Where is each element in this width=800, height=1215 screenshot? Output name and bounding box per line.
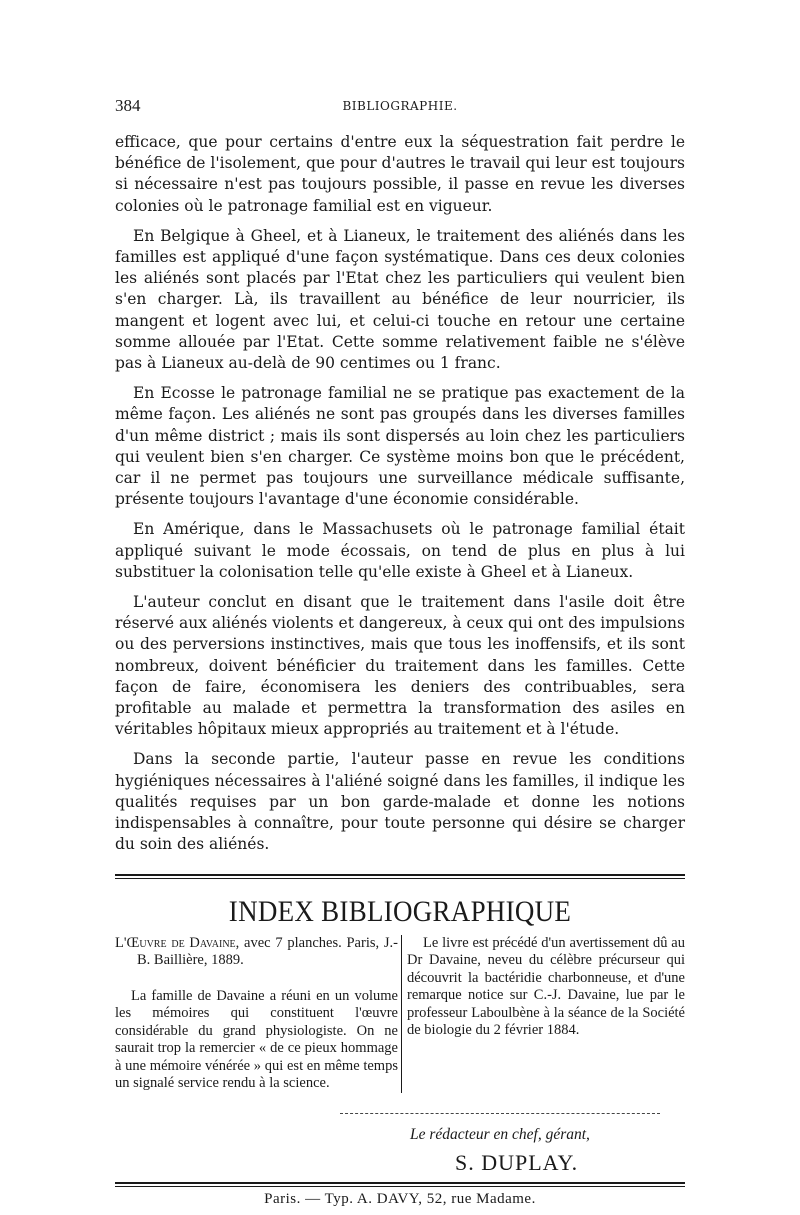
paragraph: L'auteur conclut en disant que le traitement dans l'asile doit être réservé aux aliénés violents et dangereux, à ceux qui ont des impulsions ou des perversions instinctives, mais que tous les inoffensifs, et ils sont nombreux, doivent bénéficier du traitement dans les familles. Cette façon de faire, économisera les deniers des contribuables, sera profitable au malade et permettra la transformation des asiles en véritables hôpitaux mieux appropriés au traitement et à l'étude.: [115, 593, 685, 739]
running-title: BIBLIOGRAPHIE.: [342, 99, 458, 113]
index-title: INDEX BIBLIOGRAPHIQUE: [228, 894, 572, 928]
running-head: [115, 96, 685, 132]
editor-role: Le rédacteur en chef, gérant,: [410, 1125, 590, 1143]
page-number: 384: [115, 96, 141, 115]
paragraph: Dans la seconde partie, l'auteur passe en revue les conditions hygiéniques nécessaires à l'aliéné soigné dans les familles, il indique les qualités requises par un bon garde-malade et donne les notions indispensables à connaître, pour toute personne qui désire se charger du soin des aliénés.: [115, 750, 685, 854]
footer-divider: [115, 1182, 685, 1187]
index-review-text: La famille de Davaine a réuni en un volume les mémoires qui constituent l'œuvre considérable du grand physiologiste. On ne saurait trop la remercier « de ce pieux hommage à une mémoire vénérée » qui est en même temps un signalé service rendu à la science.: [115, 987, 398, 1091]
index-reference: [115, 935, 398, 970]
document-page: [115, 96, 685, 1208]
printer-imprint: Paris. — Typ. A. DAVY, 52, rue Madame.: [264, 1190, 536, 1207]
section-divider: [115, 874, 685, 879]
editor-name: S. DUPLAY.: [455, 1149, 579, 1175]
body-text: [115, 132, 685, 856]
index-column-left: [115, 935, 402, 1093]
index-column-right: [402, 935, 685, 1093]
paragraph: En Ecosse le patronage familial ne se pratique pas exactement de la même façon. Les aliénés ne sont pas groupés dans les diverses familles d'un même district ; mais ils sont dispersés au loin chez les particuliers qui veulent bien s'en charger. Ce système moins bon que le précédent, car il ne permet pas toujours une surveillance médicale suffisante, présente toujours l'avantage d'une économie considérable.: [115, 384, 685, 509]
index-review-continuation: Le livre est précédé d'un avertissement dû au Dr Davaine, neveu du célèbre précurseur qui découvrit la bactéridie charbonneuse, et d'une remarque notice sur C.-J. Davaine, lue par le professeur Laboulbène à la séance de la Société de biologie du 2 février 1884.: [406, 934, 685, 1038]
paragraph: En Amérique, dans le Massachusets où le patronage familial était appliqué suivant le mode écossais, on tend de plus en plus à lui substituer la colonisation telle qu'elle existe à Gheel et à Lianeux.: [115, 520, 685, 581]
index-reference-details: , avec 7 planches. Paris, J.-B. Baillière, 1889.: [137, 934, 398, 968]
index-columns: [115, 935, 685, 1093]
index-reference-title: L'Œuvre de Davaine: [115, 934, 236, 951]
paragraph: En Belgique à Gheel, et à Lianeux, le traitement des aliénés dans les familles est appliqué d'une façon systématique. Dans ces deux colonies les aliénés sont placés par l'Etat chez les particuliers qui veulent bien s'en charger. Là, ils travaillent au bénéfice de leur nourricier, ils mangent et logent avec lui, et celui-ci touche en retour une certaine somme allouée par l'Etat. Cette somme relativement faible ne s'élève pas à Lianeux au-delà de 90 centimes ou 1 franc.: [115, 226, 685, 373]
paragraph: efficace, que pour certains d'entre eux la séquestration fait perdre le bénéfice de l'isolement, que pour d'autres le travail qui leur est toujours si nécessaire n'est pas toujours possible, il passe en revue les diverses colonies où le patronage familial est en vigueur.: [115, 133, 685, 215]
signature-divider: [340, 1113, 660, 1114]
